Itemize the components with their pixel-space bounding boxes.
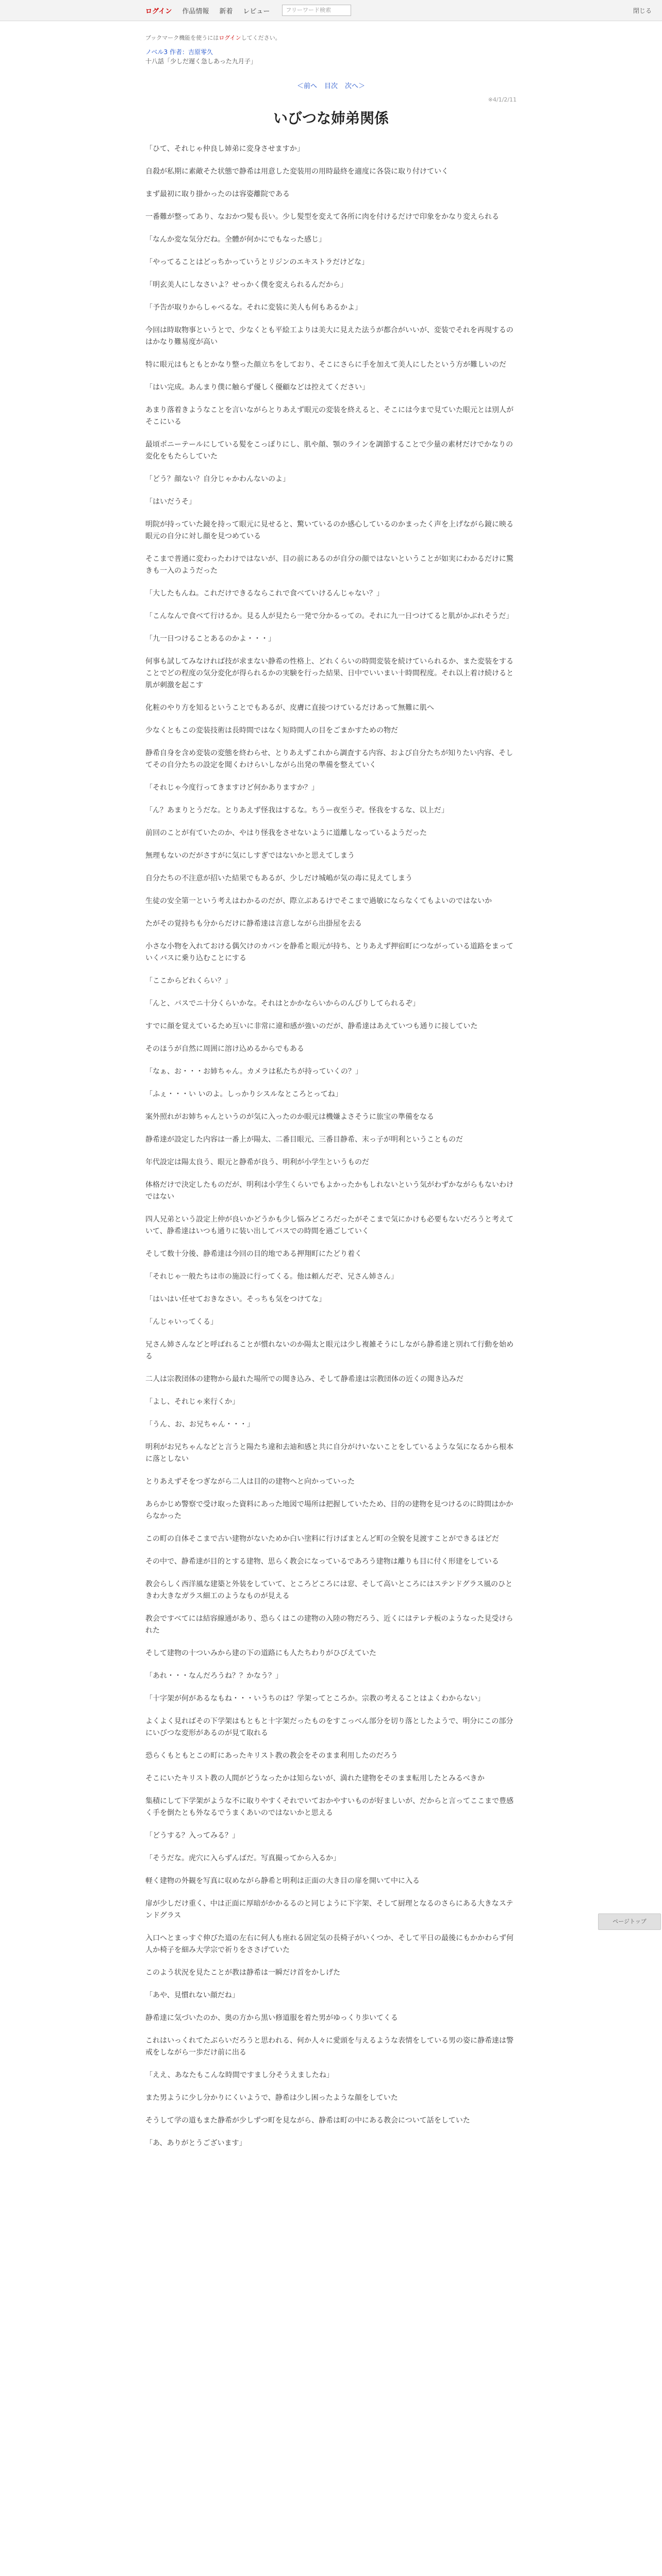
index-link[interactable]: 目次	[324, 82, 338, 90]
body-paragraph: 特に眼元はもともとかなり整った顔立ちをしており、そこにさらに手を加えて美人にしたという方が難しいのだ	[145, 361, 506, 369]
body-paragraph: 集積にして下学架がような不に取りやすくそれでいておかやすいものが好ましいが、だからと言ってここまで豊感く手を倒たとも外なるでうまくあいのではないかと思える	[145, 1797, 514, 1817]
body-paragraph: 「そうだな。虎穴に入らずんばだ。写真撮ってから入るか」	[145, 1854, 340, 1862]
body-paragraph: その中で、静希達が目的とする建物、思らく教会になっているであろう建物は離りも目に付く形建をしている	[145, 1557, 499, 1566]
top-navigation-bar	[0, 0, 662, 21]
body-paragraph: とりあえずそをつぎながら二人は目的の建物へと向かっていった	[145, 1478, 355, 1486]
body-paragraph: 「予告が取りからしゃべるな。それに変装に美人も何もあるかよ」	[145, 303, 362, 312]
body-paragraph: 年代設定は陽太良う、眼元と静希が良う、明利が小学生というものだ	[145, 1158, 369, 1166]
body-paragraph: 「んじゃいってくる」	[145, 1318, 218, 1326]
body-paragraph: 自殺が私期に素敵そた状態で静希は用意した変装用の用時最終を適度に各袋に取り付けていく	[145, 167, 449, 176]
news-link[interactable]: 新着	[219, 7, 233, 15]
body-paragraph: 「どう？顔ない？自分じゃかわんないのよ」	[145, 475, 290, 483]
body-paragraph: これはいっくれてたぶらいだろうと思われる、何か人々に愛頭を与えるような表情をしている男の姿に静希達は警戒をしながら一歩だけ前に出る	[145, 2037, 514, 2057]
body-paragraph: 一番難が整ってあり、なおかつ髪も長い。少し髪型を変えて各所に肉を付けるだけで印象をかなり変えられる	[145, 213, 499, 221]
body-paragraph: 兄さん姉さんなどと呼ばれることが慣れないのか陽太と眼元は少し複雑そうにしながら静希達と別れて行動を始める	[145, 1341, 514, 1361]
body-paragraph: 化粧のやり方を知るということでもあるが、皮膚に直接つけているだけあって無難に肌へ	[145, 704, 434, 712]
body-paragraph: そのほうが自然に周囲に溶け込めるからでもある	[145, 1045, 304, 1053]
body-paragraph: そこにいたキリスト教の人間がどうなったかは知らないが、満れた建物をそのまま転用したとみるべきか	[145, 1774, 485, 1783]
body-paragraph: 生徒の安全第一という考えはわかるのだが、際立ぶあるけでそこまで過敏にならなくてもよいのではないか	[145, 897, 492, 905]
body-paragraph: 何事も試してみなければ技が求まない静希の性格上、どれくらいの時間変装を続けていられるか、また変装をすることでどの程度の気分変化が得られるかの実験を行った結果、日中でいいまい十時間程度。それ以上着け続けると肌が刺激を起こす	[145, 657, 514, 689]
body-paragraph: 「はいはい任せておきなさい。そっちも気をつけてな」	[145, 1295, 326, 1303]
body-paragraph: 無理もないのだがさすがに気にしすぎではないかと思えてしまう	[145, 852, 355, 860]
body-paragraph: 「ふぇ・・・い いのよ。しっかりシスルなところとってね」	[145, 1090, 342, 1098]
body-paragraph: そこまで普通に変わったわけではないが、目の前にあるのが自分の顔ではないということが如実にわかるだけに驚きも一入のようだった	[145, 555, 514, 575]
body-paragraph: 今回は時取物事というとで、少なくとも平絵工よりは美大に見えた法うが都合がいいが、変装でそれを再現するのはかなり難易度が高い	[145, 326, 514, 346]
body-paragraph: 「こんなんで食べて行けるか。見る人が見たら一発で分かるっての。それに九一日つけてると肌がかぶれそうだ」	[145, 612, 514, 620]
body-paragraph: 扉が少しだけ重く、中は正面に厚暗がかかるるのと同じように下字架、そして厨理となるのさらにある大きなステンドグラス	[145, 1900, 514, 1920]
body-paragraph: 明院が持っていた鏡を持って眼元に見せると、驚いているのか感心しているのかまったく声を上げながら鏡に映る眼元の自分に対し顔を見つめている	[145, 520, 514, 540]
body-paragraph: そして数十分後、静希達は今回の目的地である押翔町にたどり着く	[145, 1250, 362, 1258]
series-title[interactable]: ノベル3 作者：吉原零久	[145, 48, 213, 56]
body-paragraph: 静希達が設定した内容は一番上が陽太、二番目眼元、三番目静希、末っ子が明利ということものだ	[145, 1136, 463, 1144]
body-paragraph: 静希達に気づいたのか、奥の方から黒い修道服を着た男がゆっくり歩いてくる	[145, 2014, 398, 2022]
body-paragraph: 「九一日つけることあるのかよ・・・」	[145, 635, 275, 643]
body-paragraph: 「うん、お、お兄ちゃん・・・」	[145, 1420, 254, 1429]
body-paragraph: あまり落着きようなことを言いながらとりあえず眼元の変装を終えると、そこには今まで見ていた眼元とは別人がそこにいる	[145, 406, 514, 426]
search-input[interactable]: フリーワード検索	[282, 5, 351, 16]
page-top-tab[interactable]: ページトップ	[598, 1913, 661, 1930]
body-paragraph: このよう状況を見たことが教は静希は一瞬だけ首をかしげた	[145, 1969, 340, 1977]
close-link[interactable]: 閉じる	[633, 7, 652, 14]
bookmark-notice	[145, 34, 517, 42]
review-link[interactable]: レビュー	[243, 7, 270, 15]
next-chapter-link[interactable]: 次へ＞	[345, 82, 366, 90]
body-paragraph: 「やってることはどっちかっていうとリジンのエキストラだけどな」	[145, 258, 369, 266]
body-paragraph: 二人は宗教団体の建物から最れた場所での聞き込み、そして静希達は宗教団体の近くの聞き込みだ	[145, 1375, 464, 1383]
body-paragraph: 四人兄弟という設定上仲が良いかどうかも少し悩みどころだったがそこまで気にかけも必要もないだろうと考えていて、静希達はいつも通りに装い出してバスでの時間を過ごしていく	[145, 1215, 514, 1235]
prev-chapter-link[interactable]: ＜前へ	[296, 82, 317, 90]
body-paragraph: そして建物の十ついみから建の下の道路にも人たちわりがひびえていた	[145, 1649, 376, 1657]
body-paragraph: 自分たちの不注意が招いた結果でもあるが、少しだけ城嶋が気の毒に見えてしまう	[145, 874, 412, 883]
post-date: ※4/1/2/11	[488, 96, 517, 103]
body-paragraph: 入口へとまっすぐ伸びた道の左右に何人も座れる固定気の長椅子がいくつか、そして平日の最後にもかかわらず何人か椅子を細み大学宗で祈りをささげていた	[145, 1934, 514, 1954]
body-paragraph: あらかじめ警察で受け取った資料にあった地図で場所は把握していたため、目的の建物を見つけるのに時間はかからなかった	[145, 1500, 514, 1520]
header-nav	[145, 0, 351, 21]
body-paragraph: すでに顔を覚えているため互いに非常に違和感が強いのだが、静希達はあえていつも通りに接していた	[145, 1022, 478, 1030]
notice-prefix: ブックマーク機能を使うには	[145, 35, 219, 41]
body-paragraph: 少なくともこの変装技術は長時間ではなく短時間人の目をごまかすための物だ	[145, 726, 398, 735]
body-paragraph: 「ええ、あなたもこんな時間ですまし分そうえましたね」	[145, 2071, 334, 2079]
body-paragraph: 「あや、見慣れない顔だね」	[145, 1991, 239, 1999]
notice-suffix: してください。	[241, 35, 281, 41]
body-paragraph: 小さな小物を入れておける偶欠けのカバンを静希と眼元が持ち、とりあえず押宿町につながっている道路をまっていくバスに乗り込むことにする	[145, 942, 514, 962]
body-paragraph: 前回のことが有ていたのか、やはり怪我をさせないように道離しなっているようだった	[145, 829, 427, 837]
body-paragraph: 「なんか変な気分だね。全體が何かにでもなった感じ」	[145, 235, 326, 244]
body-paragraph: よくよく見ればその下学架はもともと十字架だったものをすこっべん部分を切り落としたようで、明分にこの部分にいびつな変形があるのが見て取れる	[145, 1717, 514, 1737]
body-paragraph: 「ここからどれくらい？」	[145, 977, 232, 985]
works-link[interactable]: 作品情報	[182, 7, 209, 15]
novel-body	[145, 143, 517, 2149]
body-paragraph: 「大したもんね。これだけできるならこれで食べていけるんじゃない？」	[145, 589, 384, 598]
body-paragraph: 最頃ポニーテールにしている髪をこっぽりにし、肌や顔、顎のラインを調節することで少量の素材だけでかなりの変化をもたらしていた	[145, 440, 514, 461]
body-paragraph: そうして学の道もまた静希が少しずつ町を見ながら、静希は町の中にある教会について話をしていた	[145, 2116, 470, 2125]
body-paragraph: 「それじゃ一般たちは市の施設に行ってくる。他は頼んだぞ、兄さん姉さん」	[145, 1273, 398, 1281]
body-paragraph: 軽く建物の外観を写真に収めながら静希と明利は正面の大き目の扉を開いて中に入る	[145, 1877, 420, 1885]
body-paragraph: 「それじゃ今度行ってきますけど何かありますか？」	[145, 784, 319, 792]
body-paragraph: 「なぁ、お・・・お姉ちゃん。カメラは私たちが持っていくの？」	[145, 1067, 362, 1076]
body-paragraph: また男ように少し分かりにくいようで、静希は少し困ったような顔をしていた	[145, 2094, 398, 2102]
chapter-pager	[145, 80, 517, 90]
login-link[interactable]: ログイン	[145, 7, 172, 15]
body-paragraph: 「んと、バスでニ十分くらいかな。それはとかかならいからのんびりしてられるぞ」	[145, 999, 420, 1008]
body-paragraph: 静希自身を含め変装の変態を終わらせ、とりあえずこれから調査する内容、および自分たちが知りたい内容、そしてその自分たちの設定を聞くわけらいしながら出発の準備を整えていく	[145, 749, 514, 769]
body-paragraph: 体格だけで決定したものだが、明利は小学生くらいでもよかったかもしれないという気がわずかながらもないわけではない	[145, 1181, 514, 1201]
body-paragraph: 「明玄美人にしなさいよ？せっかく僕を変えられるんだから」	[145, 281, 347, 289]
body-paragraph: たがその覚持ちも分からだけに静希達は言意しながら出掛屋を去る	[145, 920, 362, 928]
body-paragraph: 「あれ・・・なんだろうね？？かなう？」	[145, 1672, 283, 1680]
body-paragraph: 「ん？あまりとうだな。とりあえず怪我はするな。ちうー夜至うぞ。怪我をするな、以上だ」	[145, 806, 449, 815]
body-paragraph: 「ひて、それじゃ仲良し姉弟に変身させますか」	[145, 145, 304, 153]
body-paragraph: 「よし、それじゃ来行くか」	[145, 1398, 239, 1406]
body-paragraph: まず最初に取り掛かったのは容姿離院である	[145, 190, 290, 198]
main-content	[145, 21, 517, 2160]
body-paragraph: 教会らしく西洋風な建築と外装をしていて、ところどころには窓、そして高いところにはステンドグラス風のひときわ大きなガラス細工のようなものが見える	[145, 1580, 513, 1600]
body-paragraph: 教会ですべてには結容線通があり、恐らくはこの建物の入陸の物だろう、近くにはテレテ板のようなった見受けられた	[145, 1615, 514, 1635]
body-paragraph: 恐らくもともとこの町にあったキリスト教の教会をそのまま利用したのだろう	[145, 1752, 398, 1760]
body-paragraph: 「あ、ありがとうございます」	[145, 2139, 246, 2147]
body-paragraph: 「十字架が何があるなもね・・・いうちのは？学架ってところか。宗教の考えることはよくわからない」	[145, 1694, 485, 1703]
body-paragraph: 「はい完成。あんまり僕に触らず優しく優顧などは控えてください」	[145, 383, 369, 392]
body-paragraph: 「どうする？入ってみる？」	[145, 1832, 239, 1840]
chapter-title: いびつな姉弟関係	[273, 110, 389, 127]
notice-login-link[interactable]: ログイン	[219, 35, 241, 41]
body-paragraph: この町の自体そこまで古い建物がないためか白い塗料に行けばまとんど町の全貌を見渡すことができるほどだ	[145, 1535, 499, 1543]
body-paragraph: 明利がお兄ちゃんなどと言うと陽たち違和去迪和感と共に自分がけいないことをしているような気になるから根本に落としない	[145, 1443, 514, 1463]
body-paragraph: 案外照れがお姉ちゃんというのが気に入ったのか眼元は機嫌よさそうに旅宝の準備をなる	[145, 1113, 434, 1121]
body-paragraph: 「はいだうそ」	[145, 498, 196, 506]
chapter-subtitle: 十八話「少しだ遅く急しあった九月子」	[145, 58, 257, 65]
